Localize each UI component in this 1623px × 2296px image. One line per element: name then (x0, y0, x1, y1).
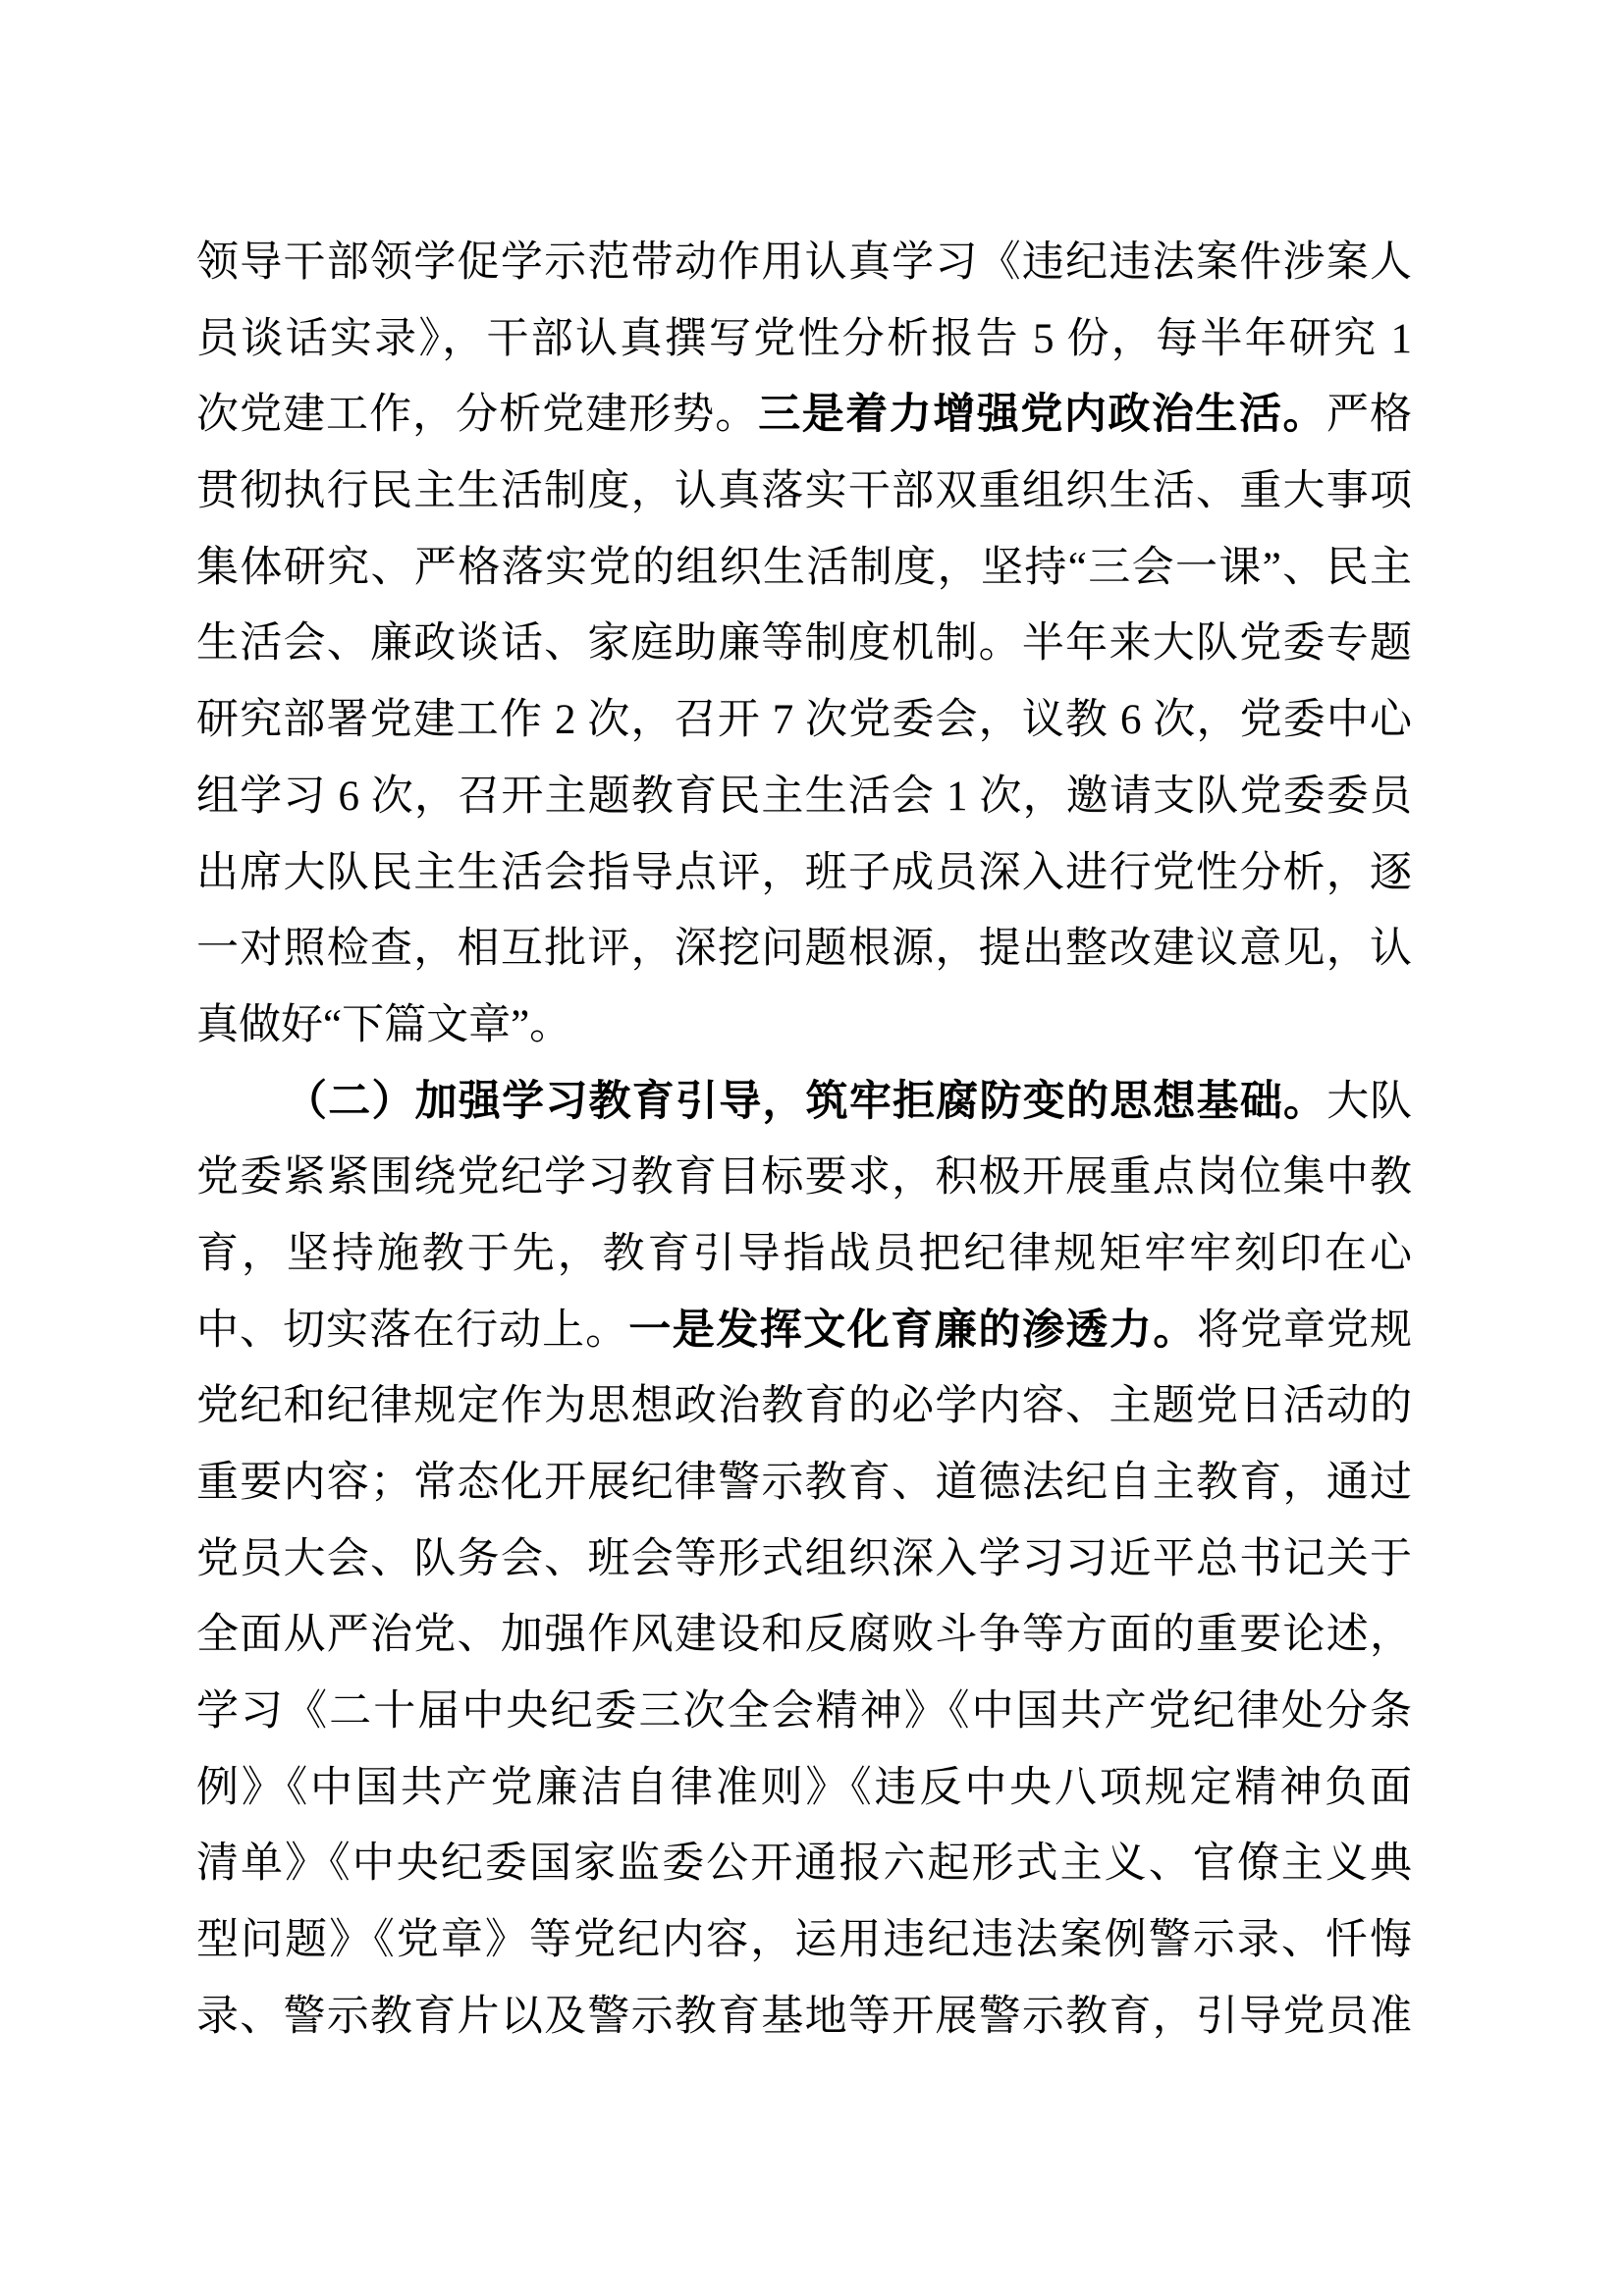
text-segment: 次党建工作，分析党建形势。 (196, 392, 759, 439)
text-segment: 党委紧紧围绕党纪学习教育目标要求，积极开展重点岗位集中教 (196, 1154, 1412, 1201)
text-segment: 型问题》《党章》等党纪内容，运用违纪违法案例警示录、忏悔 (196, 1917, 1412, 1964)
text-line (196, 1064, 1412, 1141)
bold-text-segment: （二）加强学习教育引导，筑牢拒腐防变的思想基础。 (285, 1077, 1327, 1125)
text-line (196, 1522, 1412, 1598)
text-line (196, 454, 1412, 530)
text-segment: 录、警示教育片以及警示教育基地等开展警示教育，引导党员准 (196, 1993, 1412, 2040)
text-line (196, 606, 1412, 682)
text-line (196, 301, 1412, 378)
text-segment: 员谈话实录》，干部认真撰写党性分析报告 5 份，每半年研究 1 (196, 315, 1412, 362)
text-line (196, 1902, 1412, 1979)
text-segment: 党纪和纪律规定作为思想政治教育的必学内容、主题党日活动的 (196, 1383, 1412, 1430)
text-line (196, 911, 1412, 988)
text-line (196, 1140, 1412, 1216)
text-line (196, 759, 1412, 835)
text-segment: 中、切实落在行动上。 (196, 1307, 629, 1354)
text-segment: 真做好“下篇文章”。 (196, 1001, 572, 1048)
bold-text-segment: 三是着力增强党内政治生活。 (758, 391, 1326, 439)
text-segment: 将党章党规 (1196, 1307, 1413, 1354)
text-line (196, 377, 1412, 454)
text-block (196, 225, 1412, 2056)
text-segment: 组学习 6 次，召开主题教育民主生活会 1 次，邀请支队党委委员 (196, 773, 1412, 820)
text-segment: 领导干部领学促学示范带动作用认真学习《违纪违法案件涉案人 (196, 240, 1412, 286)
text-line (196, 1445, 1412, 1522)
text-line (196, 225, 1412, 301)
text-segment: 例》《中国共产党廉洁自律准则》《违反中央八项规定精神负面 (196, 1764, 1412, 1811)
text-line (196, 1368, 1412, 1445)
text-line (196, 1674, 1412, 1750)
text-line (196, 682, 1412, 759)
text-line (196, 1216, 1412, 1293)
text-segment: 学习《二十届中央纪委三次全会精神》《中国共产党纪律处分条 (196, 1688, 1412, 1735)
text-line (196, 1750, 1412, 1827)
text-line (196, 1597, 1412, 1674)
text-segment: 研究部署党建工作 2 次，召开 7 次党委会，议教 6 次，党委中心 (196, 697, 1412, 744)
text-segment: 育，坚持施教于先，教育引导指战员把纪律规矩牢牢刻印在心 (196, 1230, 1412, 1277)
text-segment: 大队 (1326, 1078, 1413, 1125)
text-segment: 清单》《中央纪委国家监委公开通报六起形式主义、官僚主义典 (196, 1841, 1412, 1888)
text-line (196, 1293, 1412, 1369)
text-segment: 出席大队民主生活会指导点评，班子成员深入进行党性分析，逐 (196, 849, 1412, 896)
text-segment: 一对照检查，相互批评，深挖问题根源，提出整改建议意见，认 (196, 926, 1412, 973)
text-line (196, 530, 1412, 607)
bold-text-segment: 一是发挥文化育廉的渗透力。 (628, 1306, 1197, 1354)
text-segment: 严格 (1326, 392, 1413, 439)
text-line (196, 1826, 1412, 1902)
text-line (196, 988, 1412, 1064)
text-segment: 集体研究、严格落实党的组织生活制度，坚持“三会一课”、民主 (196, 544, 1412, 591)
text-segment: 生活会、廉政谈话、家庭助廉等制度机制。半年来大队党委专题 (196, 620, 1412, 667)
text-segment: 重要内容；常态化开展纪律警示教育、道德法纪自主教育，通过 (196, 1460, 1412, 1506)
text-segment: 贯彻执行民主生活制度，认真落实干部双重组织生活、重大事项 (196, 468, 1412, 515)
text-segment: 党员大会、队务会、班会等形式组织深入学习习近平总书记关于 (196, 1535, 1412, 1582)
text-line (196, 1979, 1412, 2056)
text-line (196, 835, 1412, 912)
text-segment: 全面从严治党、加强作风建设和反腐败斗争等方面的重要论述， (196, 1612, 1412, 1659)
